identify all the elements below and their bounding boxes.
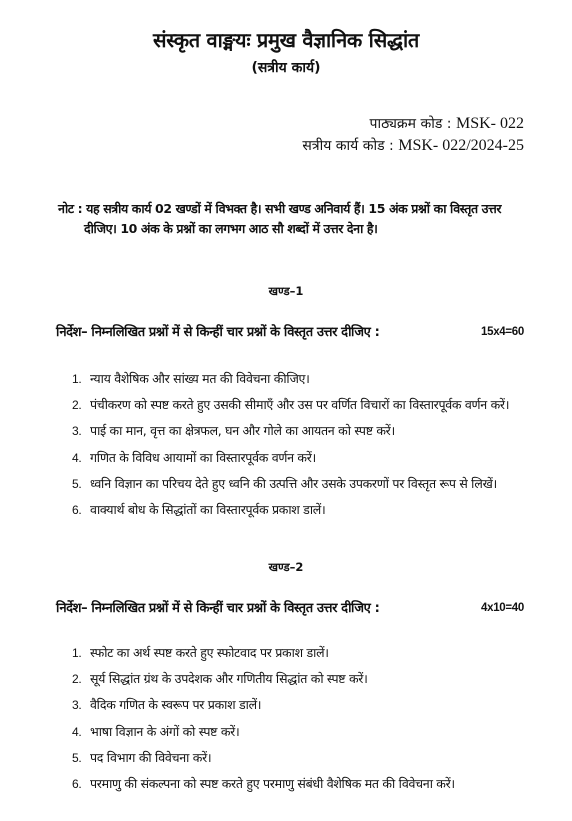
question-number: 6.: [72, 777, 82, 792]
course-code-label: पाठ्यक्रम कोड :: [369, 116, 452, 132]
section-1-marks: 15x4=60: [481, 326, 524, 338]
assignment-code-row: [302, 135, 524, 157]
course-codes: [302, 113, 524, 157]
section-1-direction: निर्देश– निम्नलिखित प्रश्नों में से किन्हीं चार प्रश्नों के विस्तृत उत्तर दीजिए :: [56, 325, 380, 340]
question-text: भाषा विज्ञान के अंगों को स्पष्ट करें।: [90, 723, 240, 739]
list-item: [72, 640, 532, 666]
question-text: स्फोट का अर्थ स्पष्ट करते हुए स्फोटवाद पर प्रकाश डालें।: [90, 645, 329, 660]
question-text: पंचीकरण को स्पष्ट करते हुए उसकी सीमाएँ और उस पर वर्णित विचारों का विस्तारपूर्वक वर्णन करें।: [90, 397, 510, 413]
note-line-1: नोट : यह सत्रीय कार्य 02 खण्डों में विभक्त है। सभी खण्ड अनिवार्य हैं। 15 अंक प्रश्नों का विस्तृत उत्तर: [58, 201, 502, 216]
document-subtitle: (सत्रीय कार्य): [251, 60, 321, 76]
question-number: 4.: [72, 450, 82, 465]
course-code-row: [302, 113, 524, 135]
question-text: परमाणु की संकल्पना को स्पष्ट करते हुए परमाणु संबंधी वैशेषिक मत की विवेचना करें।: [90, 776, 455, 792]
question-text: वैदिक गणित के स्वरूप पर प्रकाश डालें।: [90, 697, 262, 713]
question-text: गणित के विविध आयामों का विस्तारपूर्वक वर्णन करें।: [90, 449, 316, 465]
question-number: 1.: [72, 372, 82, 386]
question-number: 6.: [72, 503, 82, 518]
assignment-code-value: MSK- 022/2024-25: [398, 137, 524, 154]
question-text: वाक्यार्थ बोध के सिद्धांतों का विस्तारपूर्वक प्रकाश डालें।: [90, 502, 326, 518]
question-number: 1.: [72, 646, 82, 660]
question-text: ध्वनि विज्ञान का परिचय देते हुए ध्वनि की उत्पत्ति और उसके उपकरणों पर विस्तृत रूप से लिखें।: [90, 475, 497, 491]
list-item: [72, 471, 532, 497]
list-item: [72, 745, 532, 771]
question-number: 2.: [72, 398, 82, 413]
list-item: [72, 692, 532, 718]
question-number: 2.: [72, 672, 82, 687]
list-item: [72, 497, 532, 523]
section-1-heading: खण्ड–1: [268, 284, 304, 298]
assignment-code-label: सत्रीय कार्य कोड :: [302, 138, 394, 154]
list-item: [72, 418, 532, 444]
question-number: 5.: [72, 476, 82, 491]
list-item: [72, 666, 532, 692]
course-code-value: MSK- 022: [455, 115, 524, 132]
list-item: [72, 771, 532, 797]
section-1-question-list: [72, 366, 532, 523]
list-item: [72, 445, 532, 471]
section-2-question-list: [72, 640, 532, 797]
note-line-2: दीजिए। 10 अंक के प्रश्नों का लगभग आठ सौ शब्दों में उत्तर देना है।: [84, 221, 378, 236]
question-text: पद विभाग की विवेचना करें।: [90, 749, 212, 765]
section-2-marks: 4x10=40: [481, 602, 524, 614]
section-2-direction: निर्देश– निम्नलिखित प्रश्नों में से किन्हीं चार प्रश्नों के विस्तृत उत्तर दीजिए :: [56, 601, 380, 616]
document-title: संस्कृत वाङ्मयः प्रमुख वैज्ञानिक सिद्धांत: [153, 28, 419, 52]
list-item: [72, 392, 532, 418]
list-item: [72, 366, 532, 392]
question-number: 4.: [72, 724, 82, 739]
question-number: 5.: [72, 750, 82, 765]
question-text: सूर्य सिद्धांत ग्रंथ के उपदेशक और गणितीय सिद्धांत को स्पष्ट करें।: [90, 671, 368, 687]
list-item: [72, 719, 532, 745]
section-2-heading: खण्ड–2: [268, 560, 304, 574]
question-number: 3.: [72, 424, 82, 439]
question-text: पाई का मान, वृत्त का क्षेत्रफल, घन और गोले का आयतन को स्पष्ट करें।: [90, 423, 395, 439]
question-number: 3.: [72, 698, 82, 713]
question-text: न्याय वैशेषिक और सांख्य मत की विवेचना कीजिए।: [90, 371, 310, 386]
note-paragraph: [58, 199, 528, 239]
